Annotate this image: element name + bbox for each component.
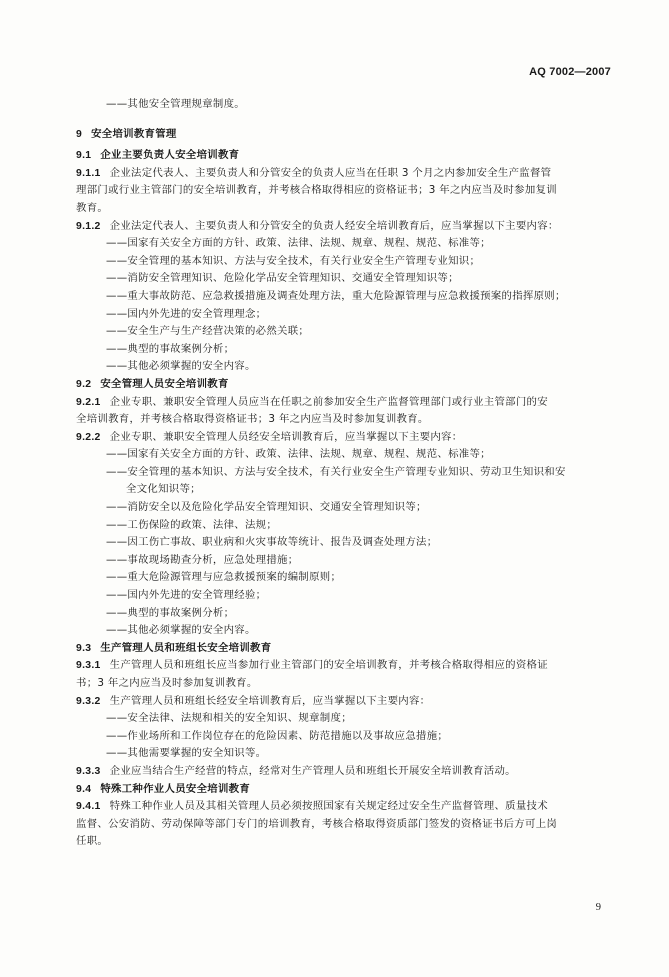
clause-text: ——作业场所和工作岗位存在的危险因素、防范措施以及事故应急措施； — [106, 729, 449, 742]
list-item — [76, 710, 628, 728]
subsection-heading — [76, 147, 628, 165]
clause-text: ——消防安全管理知识、危险化学品安全管理知识、交通安全管理知识等； — [106, 272, 459, 285]
clause-text: ——安全管理的基本知识、方法与安全技术，有关行业安全生产管理专业知识、劳动卫生知识和安 — [106, 465, 566, 478]
list-item — [76, 235, 628, 253]
paragraph-continuation — [76, 182, 628, 200]
clause-text: 企业专职、兼职安全管理人员经安全培训教育后，应当掌握以下主要内容： — [109, 430, 463, 443]
clause-text: 企业专职、兼职安全管理人员应当在任职之前参加安全生产监督管理部门或行业主管部门的安 — [109, 395, 548, 408]
clause-number: 9.2.1 — [76, 396, 101, 408]
clause-text: 生产管理人员和班组长应当参加行业主管部门的安全培训教育，并考核合格取得相应的资格证 — [109, 659, 548, 672]
clause-text: 安全培训教育管理 — [91, 127, 177, 140]
clause-number: 9 — [76, 128, 83, 140]
clause-text: 任职。 — [76, 835, 109, 848]
clause-text: 特殊工种作业人员及其相关管理人员必须按照国家有关规定经过安全生产监督管理、质量技术 — [109, 800, 548, 813]
list-item — [76, 569, 628, 587]
clause-text: ——其他安全管理规章制度。 — [106, 98, 245, 110]
clause-text: ——安全法律、法规和相关的安全知识、规章制度； — [106, 712, 352, 725]
clause-text: ——重大危险源管理与应急救援预案的编制原则； — [106, 571, 342, 584]
clause-text: ——其他必须掌握的安全内容。 — [106, 624, 256, 637]
clause-paragraph — [76, 218, 628, 236]
clause-text: ——其他需要掌握的安全知识等。 — [106, 747, 267, 760]
list-item — [76, 534, 628, 552]
clause-text: 全文化知识等； — [126, 483, 201, 496]
document-body — [76, 96, 628, 851]
clause-text: 理部门或行业主管部门的安全培训教育，并考核合格取得相应的资格证书；3 年之内应当及时参加复训 — [76, 184, 557, 197]
section-heading — [76, 126, 628, 144]
list-item — [76, 358, 628, 376]
clause-text: 书；3 年之内应当及时参加复训教育。 — [76, 677, 258, 689]
list-item — [76, 622, 628, 640]
list-item — [76, 323, 628, 341]
clause-number: 9.3.2 — [76, 695, 101, 707]
clause-paragraph — [76, 429, 628, 447]
paragraph-continuation — [76, 411, 628, 429]
clause-number: 9.1 — [76, 150, 92, 162]
clause-text: 特殊工种作业人员安全培训教育 — [100, 782, 251, 795]
clause-text: 企业主要负责人安全培训教育 — [100, 149, 240, 162]
list-item — [76, 288, 628, 306]
clause-text: ——事故现场勘查分析，应急处理措施； — [106, 553, 299, 566]
list-item — [76, 446, 628, 464]
clause-number: 9.4.1 — [76, 801, 101, 813]
clause-text: 企业法定代表人、主要负责人和分管安全的负责人应当在任职 3 个月之内参加安全生产监督管 — [109, 166, 552, 179]
paragraph-continuation — [76, 675, 628, 693]
clause-text: ——国内外先进的安全管理经验； — [106, 589, 267, 602]
clause-paragraph — [76, 394, 628, 412]
subsection-heading — [76, 640, 628, 658]
subsection-heading — [76, 781, 628, 799]
list-item — [76, 605, 628, 623]
clause-paragraph — [76, 657, 628, 675]
clause-text: ——重大事故防范、应急救援措施及调查处理方法，重大危险源管理与应急救援预案的指挥原则； — [106, 289, 566, 302]
list-item — [76, 499, 628, 517]
clause-text: 安全管理人员安全培训教育 — [100, 377, 229, 390]
list-item — [76, 745, 628, 763]
clause-text: ——消防安全以及危险化学品安全管理知识、交通安全管理知识等； — [106, 501, 427, 514]
clause-text: 监督、公安消防、劳动保障等部门专门的培训教育，考核合格取得资质部门签发的资格证书后方可上岗 — [76, 817, 558, 830]
clause-text: ——安全管理的基本知识、方法与安全技术，有关行业安全生产管理专业知识； — [106, 254, 481, 267]
clause-text: 生产管理人员和班组长经安全培训教育后，应当掌握以下主要内容： — [109, 694, 431, 707]
clause-number: 9.3.3 — [76, 765, 101, 777]
clause-paragraph — [76, 165, 628, 183]
clause-text: 全培训教育，并考核合格取得资格证书；3 年之内应当及时参加复训教育。 — [76, 413, 429, 426]
list-item — [76, 552, 628, 570]
list-item — [76, 270, 628, 288]
subsection-heading — [76, 376, 628, 394]
list-item — [76, 517, 628, 535]
clause-text: ——工伤保险的政策、法律、法规； — [106, 518, 278, 531]
clause-text: ——国家有关安全方面的方针、政策、法律、法规、规章、规程、规范、标准等； — [106, 448, 491, 461]
list-item — [76, 728, 628, 746]
clause-paragraph — [76, 763, 628, 781]
clause-text: 生产管理人员和班组长安全培训教育 — [100, 641, 272, 654]
clause-paragraph — [76, 798, 628, 816]
clause-text: ——其他必须掌握的安全内容。 — [106, 360, 256, 373]
clause-paragraph — [76, 693, 628, 711]
list-item — [76, 587, 628, 605]
page-number: 9 — [595, 902, 601, 913]
clause-text: ——国内外先进的安全管理理念； — [106, 307, 267, 320]
clause-text: ——安全生产与生产经营决策的必然关联； — [106, 325, 310, 338]
list-item — [76, 306, 628, 324]
clause-number: 9.3.1 — [76, 660, 101, 672]
paragraph-continuation — [76, 833, 628, 851]
standard-code: AQ 7002—2007 — [529, 66, 611, 78]
clause-number: 9.3 — [76, 642, 92, 654]
paragraph-continuation — [76, 200, 628, 218]
list-item — [76, 253, 628, 271]
list-item — [76, 341, 628, 359]
clause-text: ——典型的事故案例分析； — [106, 606, 235, 619]
clause-number: 9.4 — [76, 783, 92, 795]
clause-number: 9.1.1 — [76, 167, 101, 179]
clause-text: ——典型的事故案例分析； — [106, 342, 235, 355]
clause-number: 9.2 — [76, 378, 92, 390]
clause-text: 教育。 — [76, 201, 109, 214]
list-item — [76, 96, 628, 114]
clause-number: 9.1.2 — [76, 220, 101, 232]
clause-number: 9.2.2 — [76, 431, 101, 443]
list-item-continuation — [76, 481, 628, 499]
paragraph-continuation — [76, 816, 628, 834]
clause-text: 企业法定代表人、主要负责人和分管安全的负责人经安全培训教育后，应当掌握以下主要内容： — [109, 219, 559, 232]
clause-text: ——国家有关安全方面的方针、政策、法律、法规、规章、规程、规范、标准等； — [106, 237, 491, 250]
clause-text: ——因工伤亡事故、职业病和火灾事故等统计、报告及调查处理方法； — [106, 536, 438, 549]
list-item — [76, 464, 628, 482]
clause-text: 企业应当结合生产经营的特点，经常对生产管理人员和班组长开展安全培训教育活动。 — [109, 764, 516, 777]
